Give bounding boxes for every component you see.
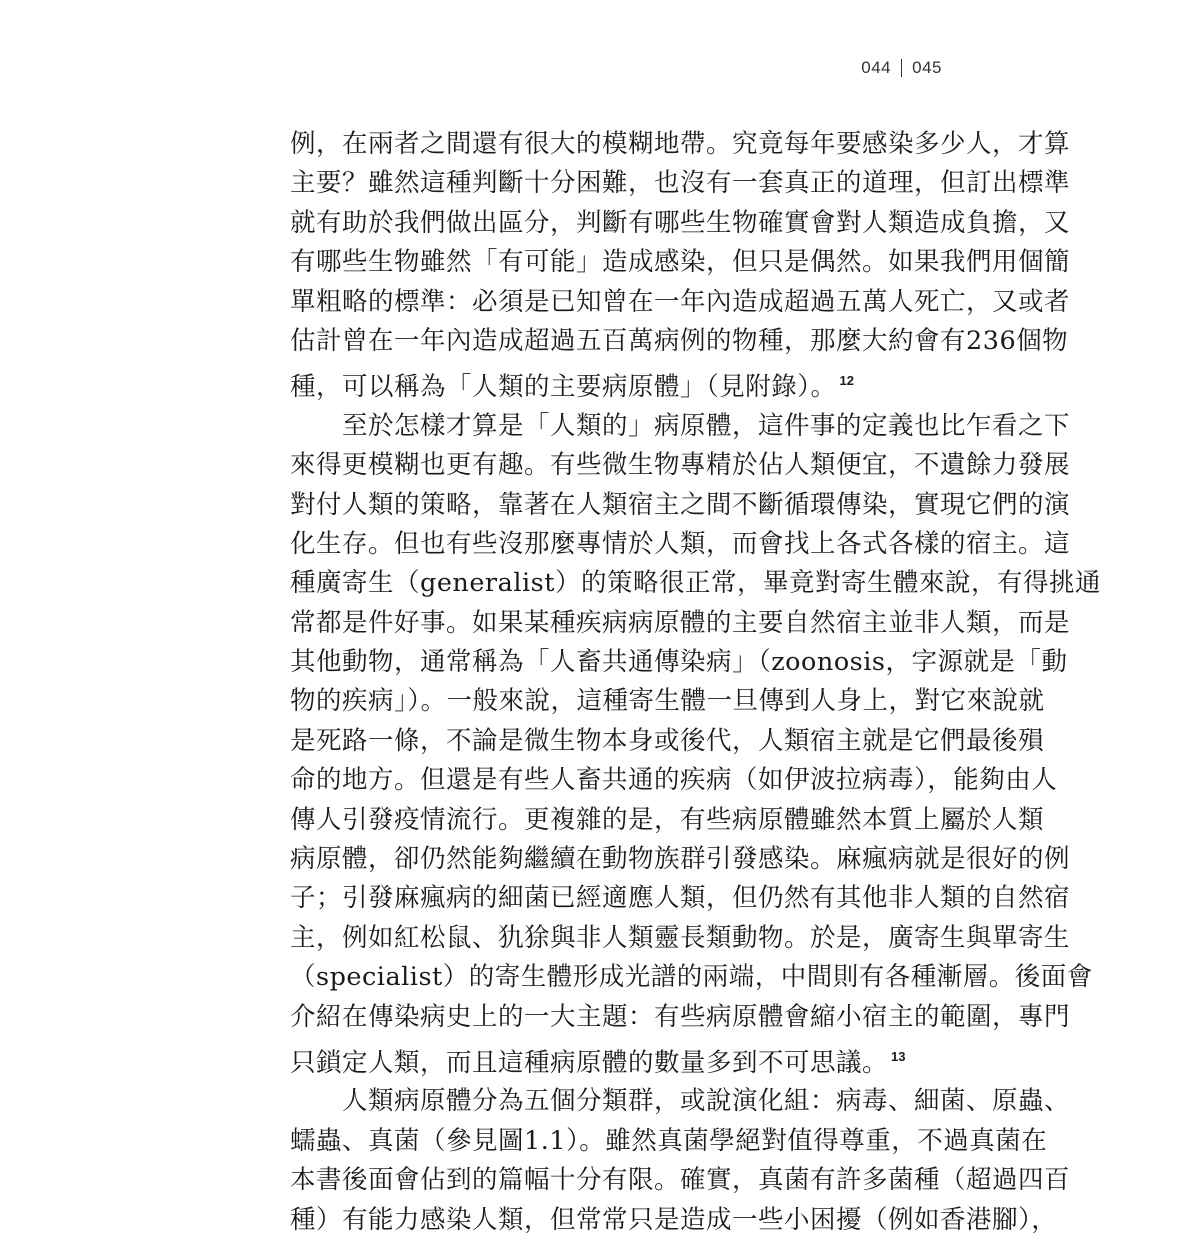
text-line — [290, 1037, 950, 1076]
text-line: 是死路一條，不論是微生物本身或後代，人類宿主就是它們最後殞 — [290, 725, 1045, 756]
page-number-right: 045 — [912, 58, 942, 77]
text-line: 單粗略的標準：必須是已知曾在一年內造成超過五萬人死亡，又或者 — [290, 286, 1071, 317]
text-line: （specialist）的寄生體形成光譜的兩端，中間則有各種漸層。後面會 — [290, 962, 1093, 993]
text-line: 估計曾在一年內造成超過五百萬病例的物種，那麼大約會有236個物 — [290, 325, 1069, 356]
paragraph-3 — [290, 1082, 1071, 1240]
text-line: 化生存。但也有些沒那麼專情於人類，而會找上各式各樣的宿主。這 — [290, 528, 1071, 559]
text-line: 蠕蟲、真菌（參見圖1.1）。雖然真菌學絕對值得尊重，不過真菌在 — [290, 1125, 1048, 1156]
page-numbers — [861, 58, 942, 78]
text-line: 其他動物，通常稱為「人畜共通傳染病」（zoonosis，字源就是「動 — [290, 647, 1068, 678]
text-line: 本書後面會佔到的篇幅十分有限。確實，真菌有許多菌種（超過四百 — [290, 1165, 1071, 1196]
paragraph-2 — [290, 407, 1101, 1078]
text-line: 常都是件好事。如果某種疾病病原體的主要自然宿主並非人類，而是 — [290, 607, 1071, 638]
text-line: 主，例如紅松鼠、犰狳與非人類靈長類動物。於是，廣寄生與單寄生 — [290, 922, 1071, 953]
text-line: 來得更模糊也更有趣。有些微生物專精於佔人類便宜，不遺餘力發展 — [290, 450, 1071, 481]
text-line: 人類病原體分為五個分類群，或說演化組：病毒、細菌、原蟲、 — [342, 1086, 1071, 1117]
text-line: 有哪些生物雖然「有可能」造成感染，但只是偶然。如果我們用個簡 — [290, 247, 1071, 278]
paragraph-1 — [290, 125, 1071, 403]
text-line: 命的地方。但還是有些人畜共通的疾病（如伊波拉病毒），能夠由人 — [290, 765, 1058, 796]
text-line: 子；引發麻瘋病的細菌已經適應人類，但仍然有其他非人類的自然宿 — [290, 883, 1071, 914]
text-line: 病原體，卻仍然能夠繼續在動物族群引發感染。麻瘋病就是很好的例 — [290, 844, 1071, 875]
text-line: 種）有能力感染人類，但常常只是造成一些小困擾（例如香港腳）， — [290, 1204, 1058, 1235]
text-line — [290, 361, 950, 403]
text-line-content: 種，可以稱為「人類的主要病原體」（見附錄）。 — [290, 372, 837, 403]
text-line: 介紹在傳染病史上的一大主題：有些病原體會縮小宿主的範圍，專門 — [290, 1001, 1071, 1032]
page-number-divider — [901, 59, 902, 77]
text-line: 種廣寄生（generalist）的策略很正常，畢竟對寄生體來說，有得挑通 — [290, 568, 1101, 599]
text-line: 就有助於我們做出區分，判斷有哪些生物確實會對人類造成負擔，又 — [290, 207, 1071, 238]
body-text — [290, 125, 1101, 1240]
text-line: 傳人引發疫情流行。更複雜的是，有些病原體雖然本質上屬於人類 — [290, 804, 1045, 835]
text-line: 物的疾病」）。一般來說，這種寄生體一旦傳到人身上，對它來說就 — [290, 686, 1045, 717]
text-line: 至於怎樣才算是「人類的」病原體，這件事的定義也比乍看之下 — [342, 410, 1071, 441]
footnote-marker: 12 — [839, 373, 854, 389]
text-line: 例，在兩者之間還有很大的模糊地帶。究竟每年要感染多少人，才算 — [290, 129, 1071, 159]
text-line-content: 只鎖定人類，而且這種病原體的數量多到不可思議。 — [290, 1047, 889, 1078]
footnote-marker: 13 — [891, 1048, 906, 1064]
text-line: 主要？雖然這種判斷十分困難，也沒有一套真正的道理，但訂出標準 — [290, 168, 1071, 199]
page-number-left: 044 — [861, 58, 892, 77]
text-line: 對付人類的策略，靠著在人類宿主之間不斷循環傳染，實現它們的演 — [290, 489, 1071, 520]
